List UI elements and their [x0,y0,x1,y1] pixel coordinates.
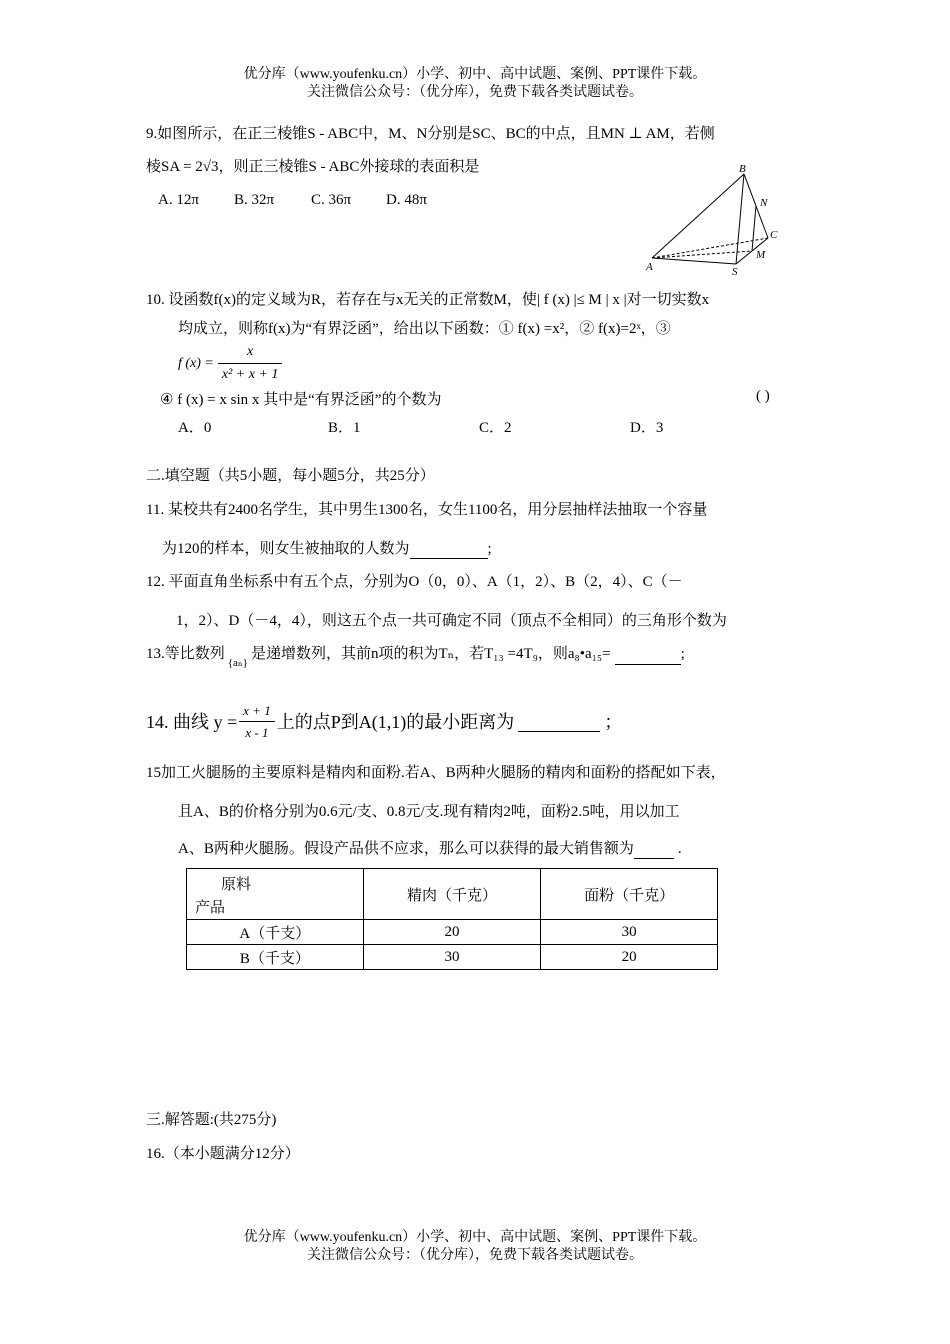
q10-line-2: 均成立，则称f(x)为“有界泛函”，给出以下函数：① f(x) =x²，② f(x)=2ˣ，③ [178,321,671,337]
q15-line-1: 15加工火腿肠的主要原料是精肉和面粉.若A、B两种火腿肠的精肉和面粉的搭配如下表， [146,765,726,781]
table-cell: 30 [363,945,541,970]
q14-text-post: 上的点P到A(1,1)的最小距离为 [276,711,515,732]
q14-answer-blank[interactable] [518,711,600,732]
q11-line-1: 11. 某校共有2400名学生，其中男生1300名，女生1100名，用分层抽样法抽取一个容量 [146,502,708,518]
q10-answer-paren: ( ) [756,388,770,404]
section-3-title: 三.解答题:(共275分) [146,1112,277,1128]
q9-option-c: C. 36π [311,192,352,208]
table-corner-bottom: 产品 [195,900,226,916]
section-2-title: 二.填空题（共5小题，每小题5分，共25分） [146,468,435,484]
pyramid-figure [640,160,785,278]
q9-line-1: 9.如图所示，在正三棱锥S - ABC中，M、N分别是SC、BC的中点，且MN ⊥ AM，若侧 [146,126,715,142]
q11-line-2 [162,537,492,559]
q11-answer-blank[interactable] [410,541,488,559]
label-s: S [732,266,738,278]
q15-line-2: 且A、B的价格分别为0.6元/支、0.8元/支.现有精肉2吨，面粉2.5吨，用以加工 [178,804,680,820]
label-n: N [760,197,768,209]
q10-fraction-row [178,341,282,386]
footer-line-2: 关注微信公众号：（优分库），免费下载各类试题试卷。 [307,1248,643,1263]
q10-frac-num: x [218,341,283,364]
edge-mn [752,206,756,251]
q11-line-2-end: ; [487,541,492,557]
q11-line-2-text: 为120的样本，则女生被抽取的人数为 [162,541,410,557]
table-cell: 20 [541,945,718,970]
q14-frac-den: x - 1 [245,725,269,740]
q15-line-3-text: A、B两种火腿肠。假设产品供不应求，那么可以获得的最大销售额为 [178,841,634,857]
q12-line-2: 1，2）、D（－4，4），则这五个点一共可确定不同（顶点不全相同）的三角形个数为 [176,613,727,629]
table-corner-top: 原料 [221,877,252,893]
table-header-row [187,869,718,920]
q9-option-b: B. 32π [234,192,275,208]
table-row-label: A（千支） [187,920,364,945]
edge-as [652,258,736,264]
q15-line-3-end: . [677,841,682,857]
table-row [187,945,718,970]
q16-heading: 16.（本小题满分12分） [146,1146,300,1162]
q13-text-pre: 13.等比数列 [146,646,225,662]
q10-option-d: D．3 [630,420,664,436]
q10-frac-lhs: f (x) = [178,355,214,371]
q13-answer-blank[interactable] [615,644,681,665]
q9-line-2: 棱SA = 2√3，则正三棱锥S - ABC外接球的表面积是 [146,159,480,175]
q9-option-d: D. 48π [386,192,427,208]
q10-line-1: 10. 设函数f(x)的定义域为R，若存在与x无关的正常数M，使| f (x) |≤ M | x |对一切实数x [146,292,710,308]
label-a: A [646,261,653,273]
label-m: M [756,249,766,261]
q14-frac-num: x + 1 [239,700,275,722]
q10-line-4: ④ f (x) = x sin x 其中是“有界泛函”的个数为 [160,392,442,408]
q14-fraction [239,700,275,743]
header-line-1: 优分库（www.youfenku.cn）小学、初中、高中试题、案例、PPT课件下载。 [243,67,707,82]
q14-line [146,700,622,743]
q9-option-a: A. 12π [158,192,199,208]
q13-text-mid: 是递增数列，其前n项的积为Tₙ，若T₁₃ =4T₉，则a₈•a₁₅= [250,646,611,662]
table-row [187,920,718,945]
recipe-table [186,868,718,970]
edge-bs [736,174,744,264]
table-header-flour: 面粉（千克） [541,869,718,920]
q10-option-a: A．0 [178,420,212,436]
q13-text-end: ; [680,646,685,662]
header-line-2: 关注微信公众号：（优分库），免费下载各类试题试卷。 [307,85,643,100]
label-b: B [739,163,746,175]
q14-text-pre: 14. 曲线 y = [146,711,238,732]
q15-answer-blank[interactable] [634,841,674,859]
q12-line-1: 12. 平面直角坐标系中有五个点，分别为O（0，0）、A（1，2）、B（2，4）、C（－ [146,574,683,590]
q13-sequence: {aₙ} [227,657,248,669]
table-cell: 20 [363,920,541,945]
q14-text-end: ； [604,711,623,732]
footer-line-1: 优分库（www.youfenku.cn）小学、初中、高中试题、案例、PPT课件下载。 [243,1230,707,1245]
q10-frac-den: x² + x + 1 [221,367,279,382]
edge-ba [652,174,744,258]
q13-line [146,644,685,673]
edge-ac [652,238,768,258]
q10-fraction [218,341,283,386]
q10-option-c: C．2 [479,420,512,436]
table-corner-cell [187,869,364,920]
table-row-label: B（千支） [187,945,364,970]
label-c: C [770,229,778,241]
q15-line-3 [178,837,682,859]
q10-option-b: B．1 [328,420,361,436]
table-header-meat: 精肉（千克） [363,869,541,920]
table-cell: 30 [541,920,718,945]
